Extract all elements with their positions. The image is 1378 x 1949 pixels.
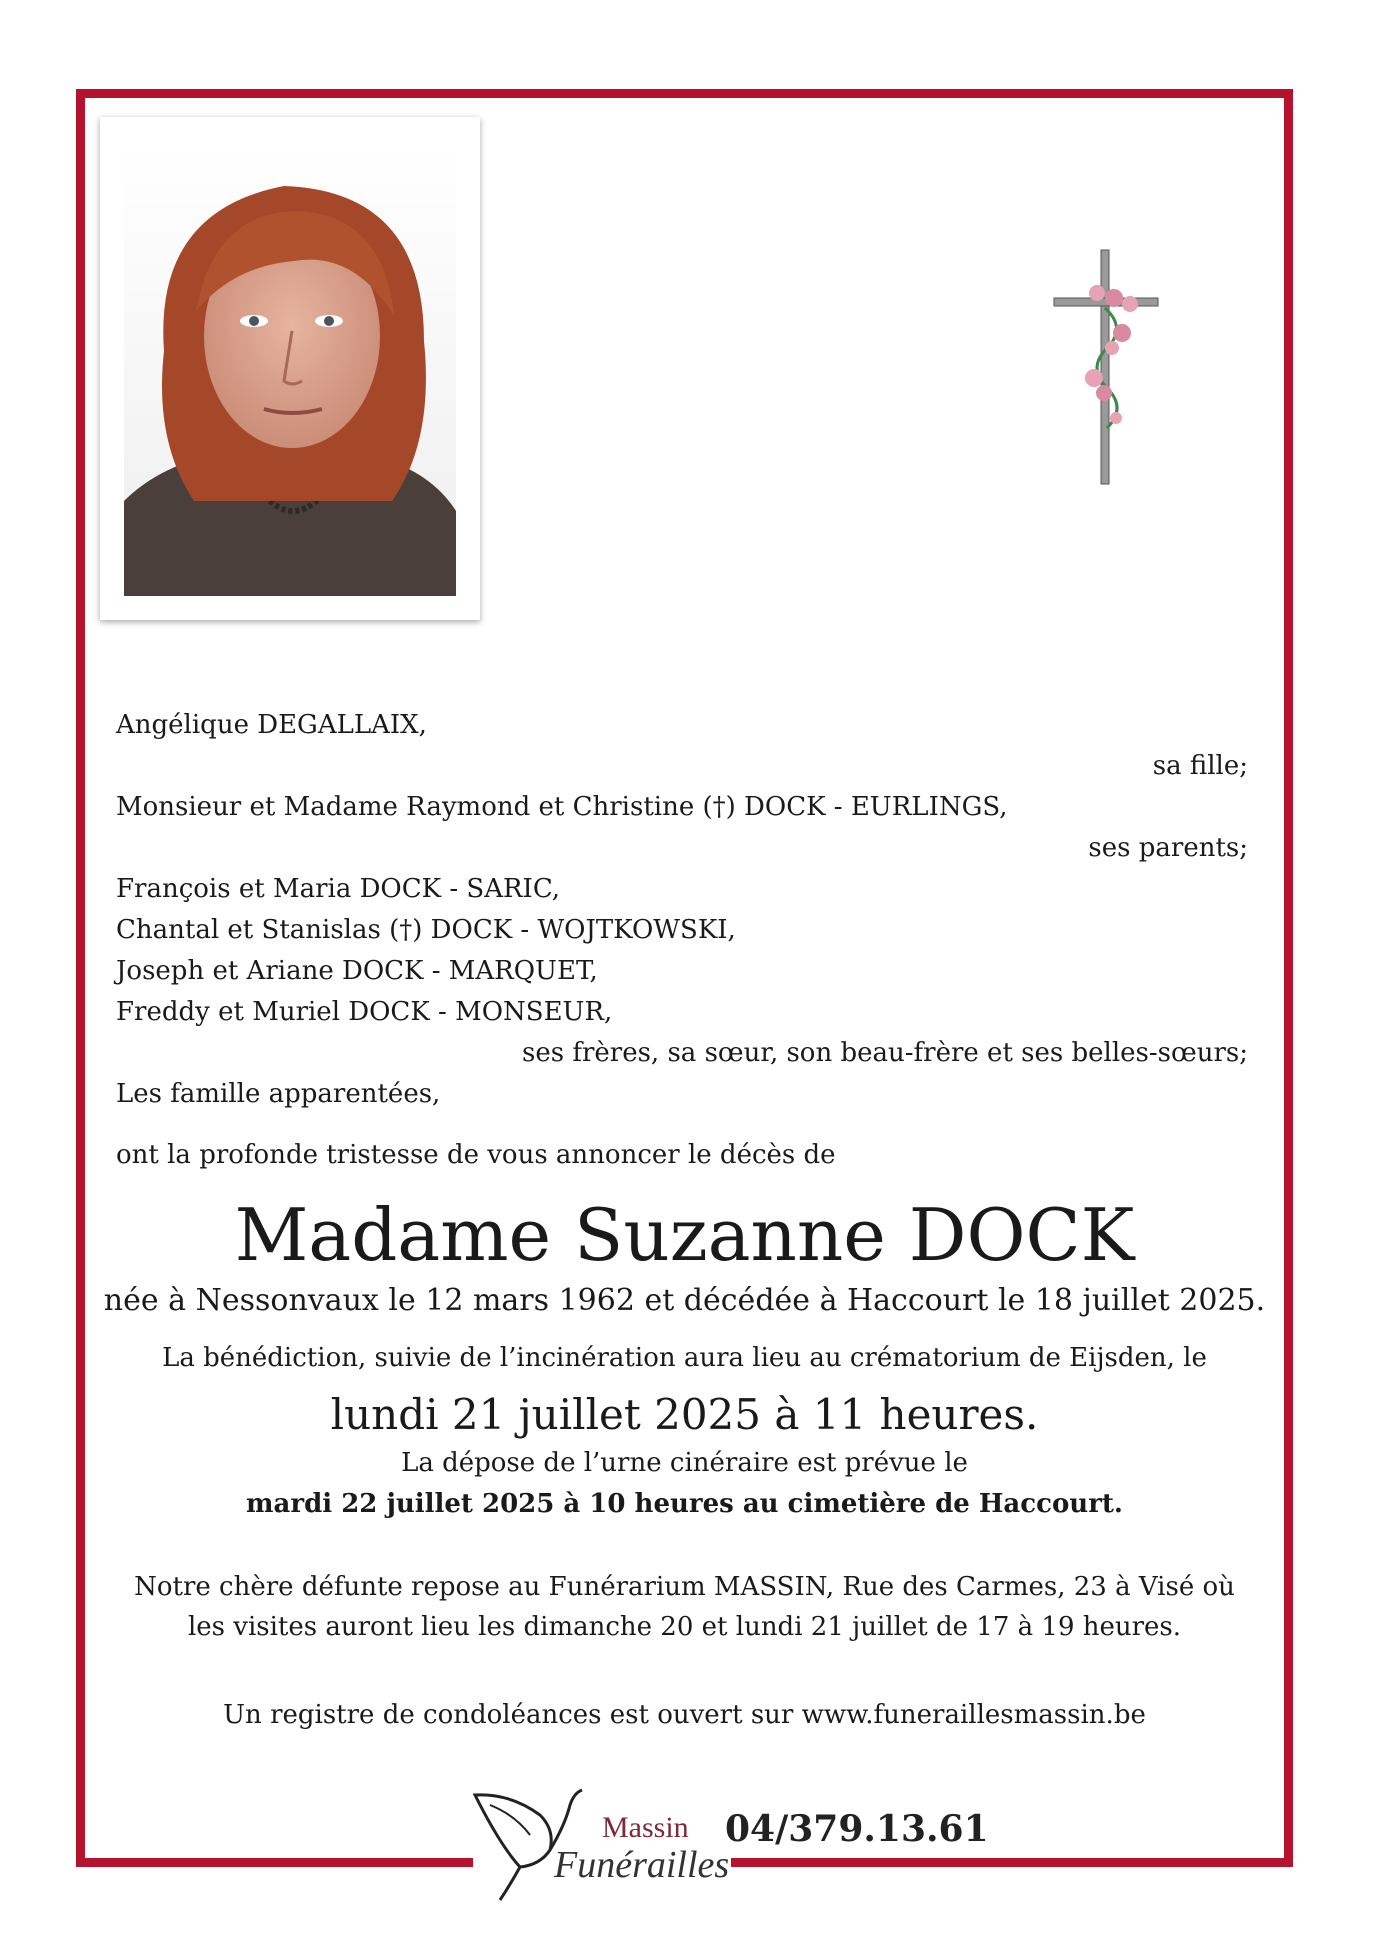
portrait-photo bbox=[100, 117, 480, 620]
family-sibling: Freddy et Muriel DOCK - MONSEUR, bbox=[116, 997, 613, 1027]
family-siblings-role: ses frères, sa sœur, son beau-frère et ses belles-sœurs; bbox=[522, 1038, 1248, 1068]
birth-death-line: née à Nessonvaux le 12 mars 1962 et décédée à Haccourt le 18 juillet 2025. bbox=[103, 1283, 1266, 1318]
family-sibling: Chantal et Stanislas (†) DOCK - WOJTKOWSKI, bbox=[116, 915, 736, 945]
family-sibling: Joseph et Ariane DOCK - MARQUET, bbox=[116, 956, 598, 986]
phone-number: 04/379.13.61 bbox=[725, 1808, 989, 1850]
ceremony-intro: La bénédiction, suivie de l’incinération aura lieu au crématorium de Eijsden, le bbox=[162, 1343, 1207, 1373]
logo-funerailles: Funérailles bbox=[554, 1844, 730, 1886]
urn-intro: La dépose de l’urne cinéraire est prévue le bbox=[401, 1448, 968, 1478]
family-daughter-role: sa fille; bbox=[1152, 751, 1248, 781]
family-parents: Monsieur et Madame Raymond et Christine (†) DOCK - EURLINGS, bbox=[116, 792, 1008, 822]
urn-date: mardi 22 juillet 2025 à 10 heures au cimetière de Haccourt. bbox=[246, 1489, 1123, 1519]
condolence-registry: Un registre de condoléances est ouvert sur www.funeraillesmassin.be bbox=[223, 1700, 1146, 1730]
visits-line-1: Notre chère défunte repose au Funérarium MASSIN, Rue des Carmes, 23 à Visé où bbox=[134, 1572, 1235, 1602]
visits-line-2: les visites auront lieu les dimanche 20 et lundi 21 juillet de 17 à 19 heures. bbox=[187, 1612, 1182, 1642]
family-list bbox=[116, 705, 1248, 1176]
deceased-name: Madame Suzanne DOCK bbox=[234, 1193, 1135, 1277]
family-parents-role: ses parents; bbox=[1088, 833, 1248, 863]
family-daughter: Angélique DEGALLAIX, bbox=[116, 710, 427, 740]
family-others: Les famille apparentées, bbox=[116, 1079, 441, 1109]
flower-cross-icon bbox=[1052, 248, 1162, 488]
logo-massin: Massin bbox=[602, 1811, 689, 1844]
family-sibling: François et Maria DOCK - SARIC, bbox=[116, 874, 561, 904]
funeral-home-logo bbox=[470, 1775, 730, 1905]
announcement-text: ont la profonde tristesse de vous annoncer le décès de bbox=[116, 1140, 836, 1170]
ceremony-date: lundi 21 juillet 2025 à 11 heures. bbox=[330, 1390, 1039, 1439]
